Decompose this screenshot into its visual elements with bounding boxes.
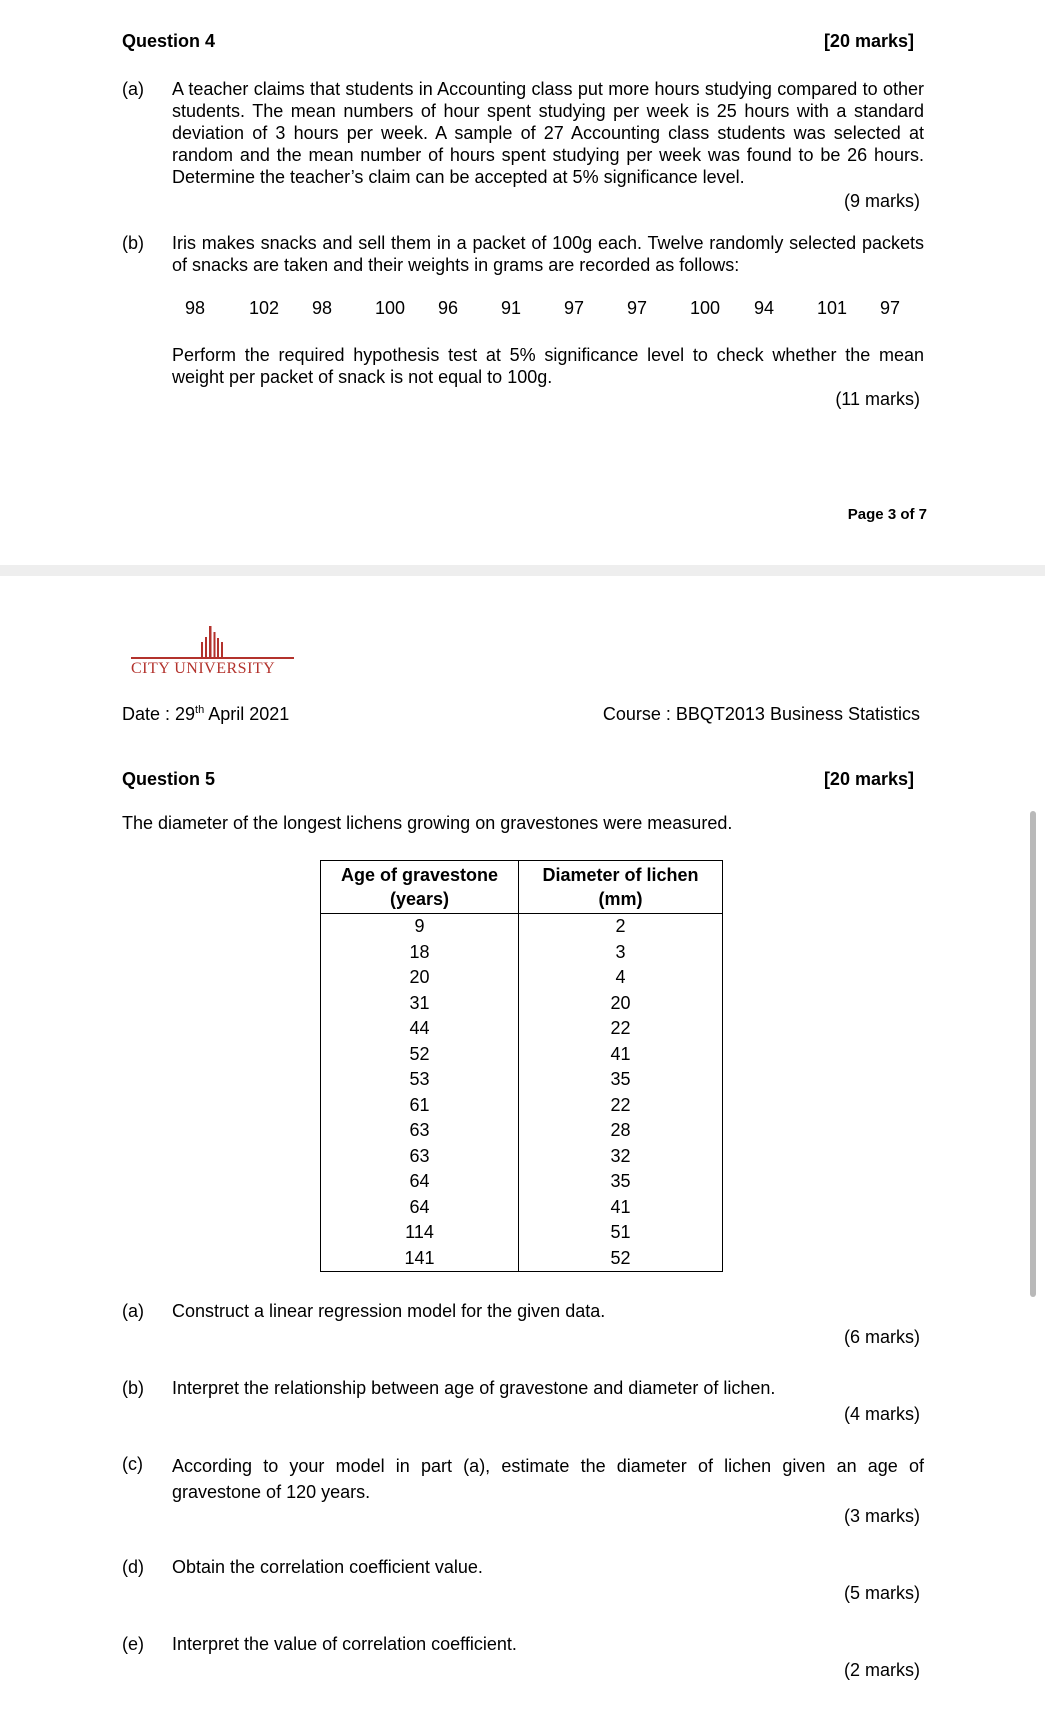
q4-part-b-marks: (11 marks)	[835, 389, 920, 409]
weight-value: 97	[880, 298, 901, 318]
q4-part-a-marks: (9 marks)	[844, 191, 920, 211]
weight-value: 101	[817, 298, 848, 318]
table-row	[321, 1246, 723, 1272]
age-cell: 18	[321, 940, 519, 966]
table-row	[321, 1118, 723, 1144]
weight-value: 100	[690, 298, 721, 318]
age-cell: 9	[321, 914, 519, 940]
diameter-cell: 22	[519, 1093, 723, 1119]
q4-part-b-intro: Iris makes snacks and sell them in a packet of 100g each. Twelve randomly selected packets of snacks are taken and their weights in grams are recorded as follows:	[172, 233, 924, 275]
weight-value: 98	[185, 298, 206, 318]
q5-part-b-marks: (4 marks)	[844, 1404, 920, 1424]
table-row	[321, 1067, 723, 1093]
age-cell: 63	[321, 1144, 519, 1170]
age-cell: 63	[321, 1118, 519, 1144]
diameter-cell: 35	[519, 1169, 723, 1195]
q5-part-c-marks: (3 marks)	[844, 1506, 920, 1526]
table-row	[321, 1169, 723, 1195]
diameter-cell: 51	[519, 1220, 723, 1246]
page-separator	[0, 565, 1045, 576]
q4-part-b-label: (b)	[122, 233, 144, 253]
age-cell: 52	[321, 1042, 519, 1068]
diameter-cell: 2	[519, 914, 723, 940]
q5-part-b-text: Interpret the relationship between age of gravestone and diameter of lichen.	[172, 1378, 776, 1398]
q4-part-a-text: A teacher claims that students in Accounting class put more hours studying compared to other students. The mean numbers of hour spent studying per week is 25 hours with a standard deviation of 3 hours per week. A sample of 27 Accounting class students was selected at random and the mean number of hours spent studying per week was found to be 26 hours. Determine the teacher’s claim can be accepted at 5% significance level.	[172, 79, 924, 187]
university-logo-text: CITY UNIVERSITY	[131, 660, 276, 677]
table-row	[321, 1144, 723, 1170]
table-row	[321, 1016, 723, 1042]
table-row	[321, 1042, 723, 1068]
vertical-scrollbar[interactable]	[1030, 811, 1036, 1297]
q5-part-a-text: Construct a linear regression model for the given data.	[172, 1301, 606, 1321]
university-logo-icon	[195, 620, 235, 660]
date-rest: April 2021	[204, 704, 290, 724]
diameter-cell: 22	[519, 1016, 723, 1042]
q5-part-b-label: (b)	[122, 1378, 144, 1398]
diameter-cell: 20	[519, 991, 723, 1017]
q5-part-a-label: (a)	[122, 1301, 144, 1321]
age-cell: 20	[321, 965, 519, 991]
q5-part-d-text: Obtain the correlation coefficient value.	[172, 1557, 483, 1577]
weight-value: 94	[754, 298, 775, 318]
column-header-age: Age of gravestone (years)	[321, 861, 519, 914]
diameter-cell: 4	[519, 965, 723, 991]
q5-part-c-text: According to your model in part (a), estimate the diameter of lichen given an age of gravestone of 120 years.	[172, 1456, 924, 1502]
q5-part-e-marks: (2 marks)	[844, 1660, 920, 1680]
age-cell: 53	[321, 1067, 519, 1093]
age-cell: 44	[321, 1016, 519, 1042]
page-number-footer: Page 3 of 7	[847, 506, 927, 523]
weight-value: 96	[438, 298, 459, 318]
q5-part-e-label: (e)	[122, 1634, 144, 1654]
date-label: Date : 29	[122, 704, 196, 724]
diameter-cell: 41	[519, 1195, 723, 1221]
diameter-cell: 41	[519, 1042, 723, 1068]
q4-part-a-label: (a)	[122, 79, 144, 99]
diameter-cell: 28	[519, 1118, 723, 1144]
q4-part-b-task: Perform the required hypothesis test at 5% significance level to check whether the mean weight per packet of snack is not equal to 100g.	[172, 345, 924, 387]
table-row	[321, 914, 723, 940]
exam-date	[122, 703, 289, 725]
lichen-data-table	[320, 860, 723, 1272]
table-row	[321, 1220, 723, 1246]
table-row	[321, 940, 723, 966]
table-header-row	[321, 861, 723, 914]
weight-value: 102	[249, 298, 280, 318]
question-5-marks: [20 marks]	[823, 769, 914, 789]
age-cell: 31	[321, 991, 519, 1017]
table-row	[321, 965, 723, 991]
weight-value: 97	[564, 298, 585, 318]
weight-value: 97	[627, 298, 648, 318]
weight-value: 98	[312, 298, 333, 318]
diameter-cell: 52	[519, 1246, 723, 1272]
q5-part-a-marks: (6 marks)	[844, 1327, 920, 1347]
exam-page-3	[0, 0, 1045, 565]
table-row	[321, 1195, 723, 1221]
diameter-cell: 3	[519, 940, 723, 966]
question-5-intro: The diameter of the longest lichens growing on gravestones were measured.	[122, 813, 733, 833]
diameter-cell: 35	[519, 1067, 723, 1093]
age-cell: 114	[321, 1220, 519, 1246]
diameter-cell: 32	[519, 1144, 723, 1170]
age-cell: 61	[321, 1093, 519, 1119]
column-header-diameter: Diameter of lichen (mm)	[519, 861, 723, 914]
question-4-marks: [20 marks]	[823, 31, 914, 51]
date-superscript: th	[195, 704, 205, 716]
q5-part-d-marks: (5 marks)	[844, 1583, 920, 1603]
weight-value: 91	[501, 298, 522, 318]
logo-underline	[131, 657, 294, 659]
age-cell: 64	[321, 1195, 519, 1221]
question-4-title: Question 4	[122, 31, 216, 51]
q5-part-d-label: (d)	[122, 1557, 144, 1577]
table-row	[321, 1093, 723, 1119]
table-row	[321, 991, 723, 1017]
weight-value: 100	[375, 298, 406, 318]
age-cell: 64	[321, 1169, 519, 1195]
q5-part-e-text: Interpret the value of correlation coefficient.	[172, 1634, 517, 1654]
q5-part-c-label: (c)	[122, 1454, 143, 1474]
age-cell: 141	[321, 1246, 519, 1272]
question-5-title: Question 5	[122, 769, 216, 789]
course-label: Course : BBQT2013 Business Statistics	[602, 704, 920, 724]
